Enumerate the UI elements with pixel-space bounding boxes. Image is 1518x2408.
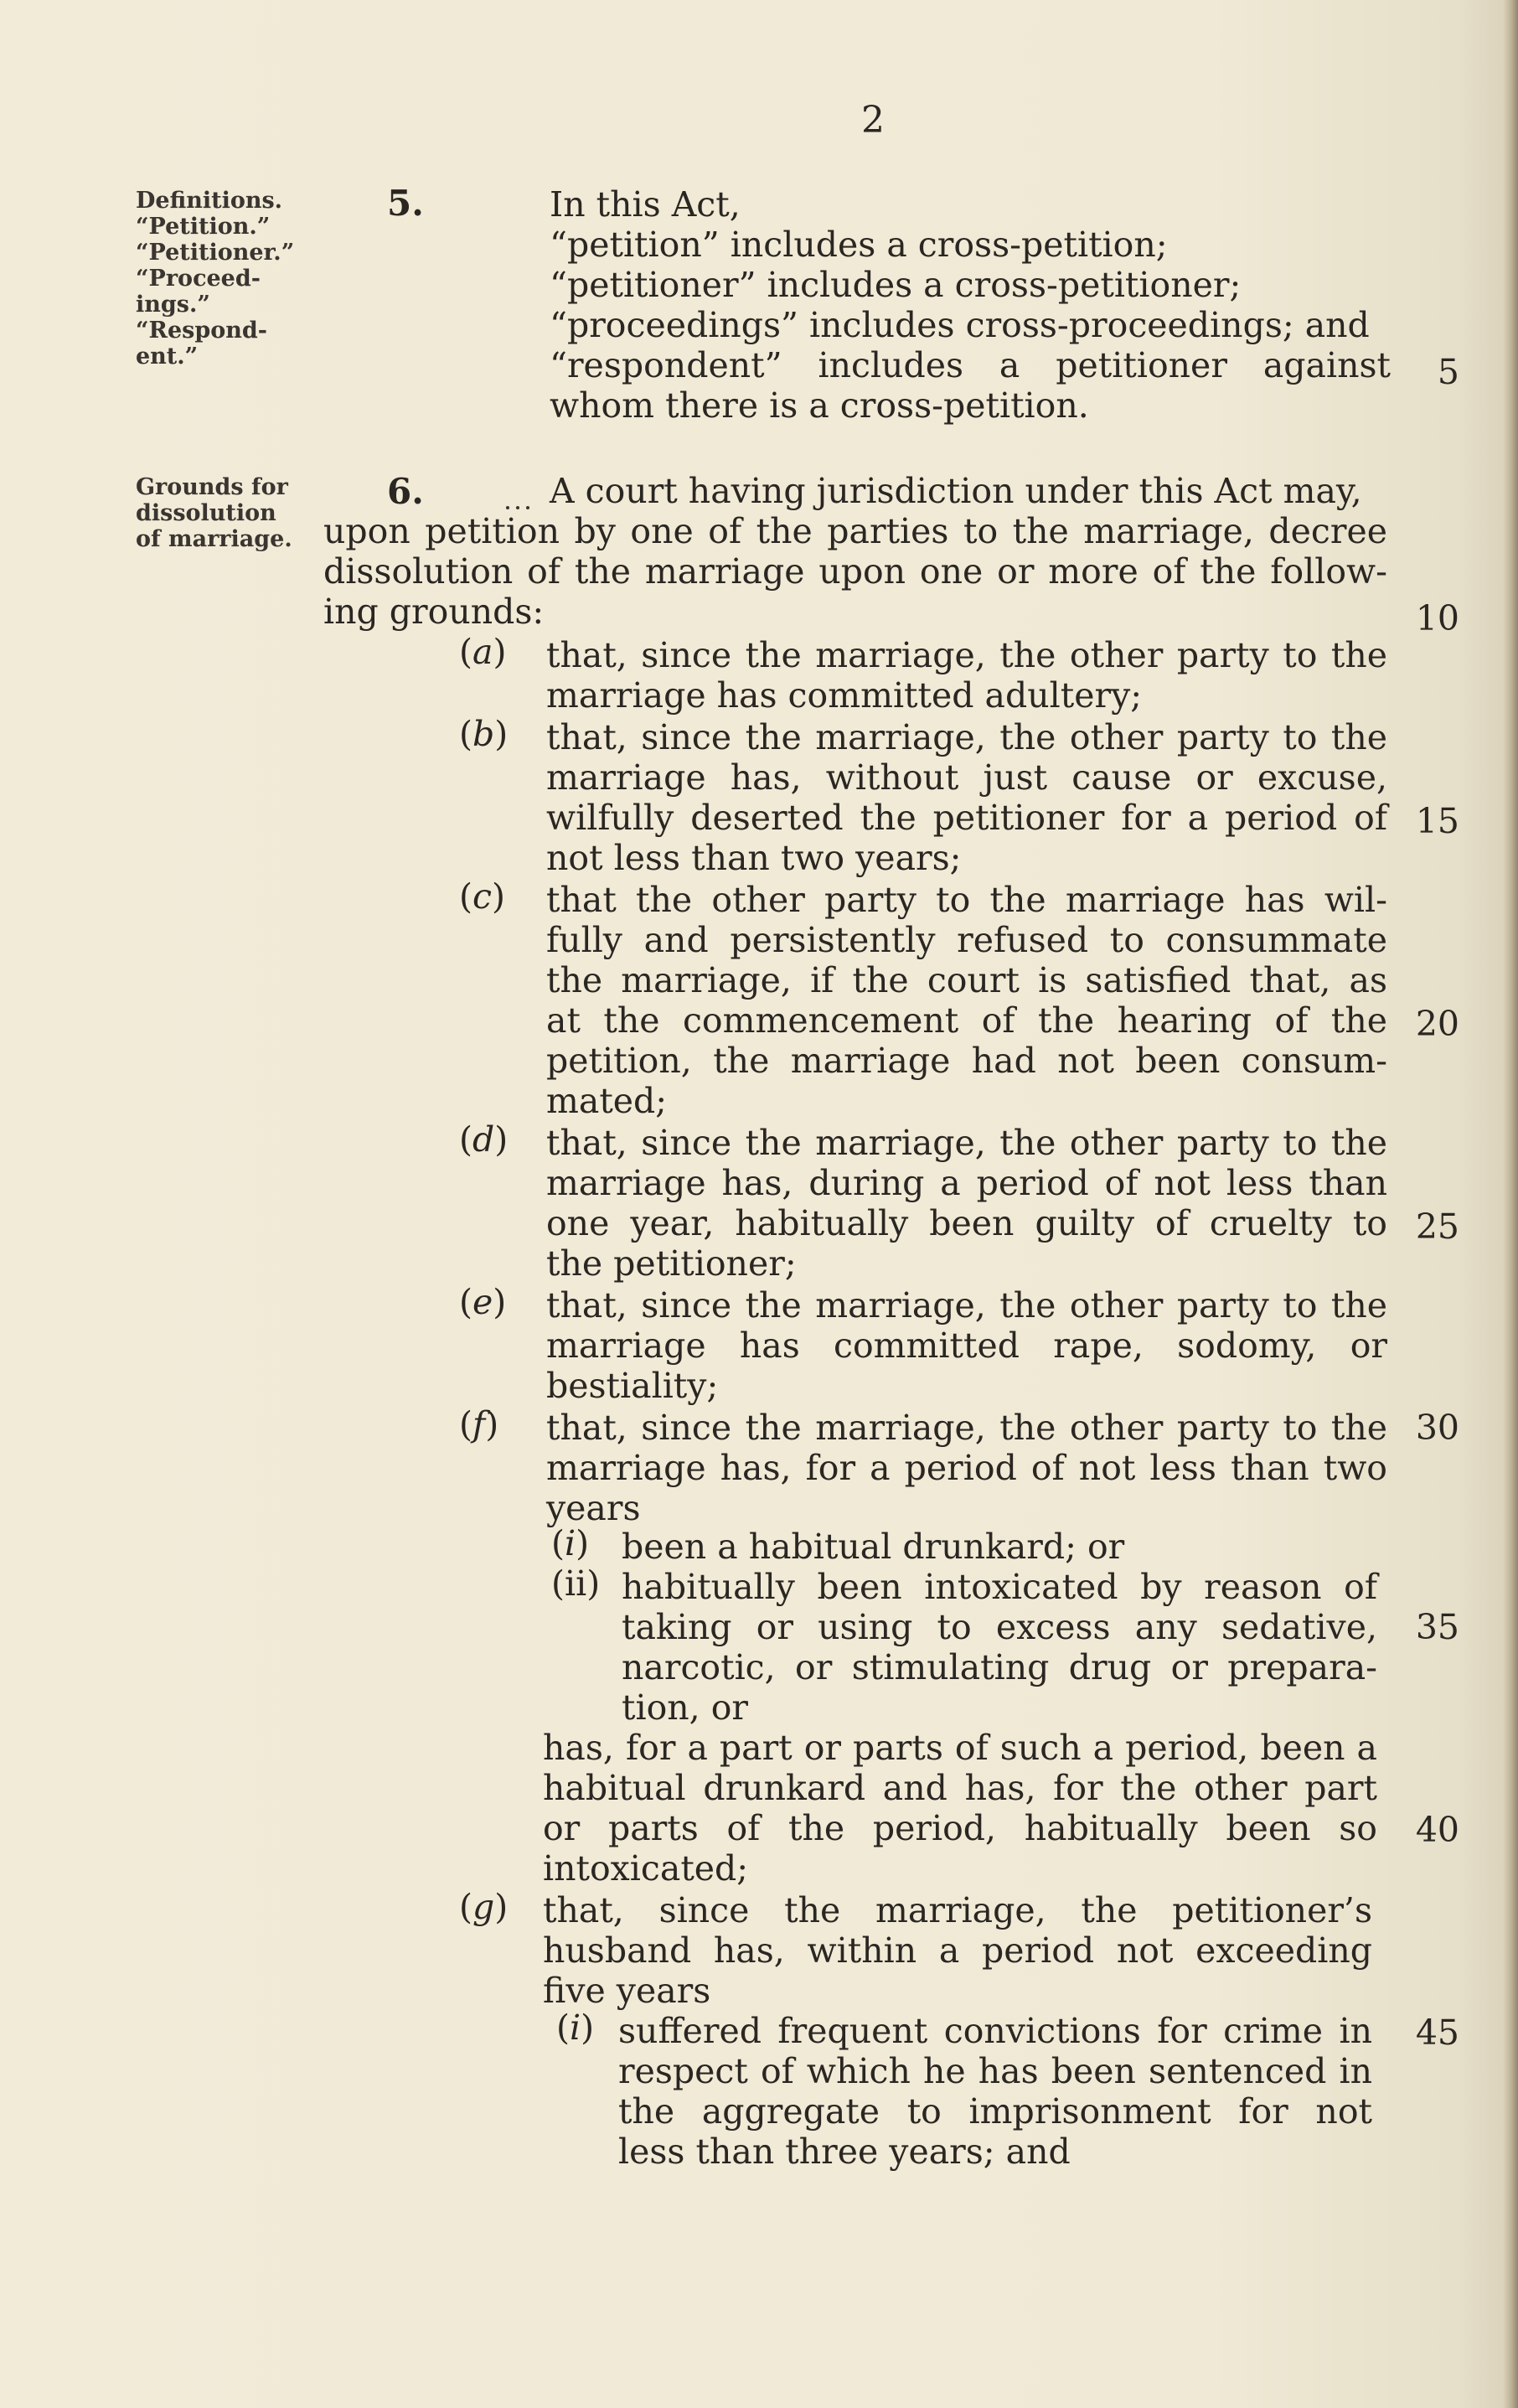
section-6-line: upon petition by one of the parties to the marriage, decree — [323, 511, 1387, 551]
paragraph-c-line: mated; — [546, 1081, 668, 1121]
paragraph-d-line: the petitioner; — [546, 1243, 797, 1284]
margin-note-line: ings.” — [136, 292, 210, 318]
section-5-line: In this Act, — [550, 184, 741, 225]
page-edge — [1503, 0, 1518, 2408]
subparagraph-f-ii-line: narcotic, or stimulating drug or prepara- — [622, 1647, 1377, 1687]
paragraph-e-line: that, since the marriage, the other party to the — [546, 1285, 1387, 1325]
paragraph-b-line: not less than two years; — [546, 838, 962, 878]
paragraph-label-a: (a) — [459, 632, 507, 672]
paragraph-e-line: bestiality; — [546, 1366, 719, 1406]
paragraph-f-line: years — [546, 1488, 641, 1528]
paragraph-f-tail-line: habitual drunkard and has, for the other part — [543, 1768, 1377, 1808]
subparagraph-g-i-line: suffered frequent convictions for crime in — [618, 2011, 1372, 2051]
margin-note-definitions — [136, 188, 294, 369]
subparagraph-label-f-i: (i) — [551, 1523, 590, 1563]
section-5-line: “petitioner” includes a cross-petitioner; — [550, 265, 1242, 305]
line-number: 15 — [1415, 801, 1459, 841]
section-5-line: whom there is a cross-petition. — [550, 385, 1089, 426]
paragraph-c-line: that the other party to the marriage has wil- — [546, 880, 1387, 920]
paragraph-f-line: marriage has, for a period of not less than two — [546, 1448, 1387, 1488]
decorative-dots — [516, 506, 519, 509]
paragraph-g-line: husband has, within a period not exceeding — [543, 1930, 1372, 1971]
section-6-number: 6. — [387, 471, 424, 512]
paragraph-e-line: marriage has committed rape, sodomy, or — [546, 1325, 1387, 1366]
paragraph-label-d: (d) — [459, 1119, 509, 1160]
section-5-line: “petition” includes a cross-petition; — [550, 225, 1168, 265]
paragraph-a-line: that, since the marriage, the other party to the — [546, 635, 1387, 675]
section-6-line: dissolution of the marriage upon one or more of the follow- — [323, 551, 1387, 592]
section-6-line: ing grounds: — [323, 592, 545, 632]
paragraph-c-line: petition, the marriage had not been consum- — [546, 1041, 1387, 1081]
line-number: 20 — [1415, 1004, 1459, 1044]
section-5-line: “proceedings” includes cross-proceedings; and — [550, 305, 1370, 345]
subparagraph-g-i-line: the aggregate to imprisonment for not — [618, 2091, 1372, 2132]
decorative-dots — [526, 506, 529, 509]
paragraph-d-line: one year, habitually been guilty of cruelty to — [546, 1203, 1387, 1243]
paragraph-f-tail-line: intoxicated; — [543, 1848, 749, 1889]
paragraph-c-line: fully and persistently refused to consummate — [546, 920, 1387, 960]
subparagraph-g-i-line: less than three years; and — [618, 2132, 1071, 2172]
paragraph-b-line: that, since the marriage, the other party to the — [546, 717, 1387, 757]
paragraph-a-line: marriage has committed adultery; — [546, 675, 1143, 716]
paragraph-d-line: marriage has, during a period of not less than — [546, 1163, 1387, 1203]
paragraph-label-c: (c) — [459, 876, 505, 917]
line-number: 45 — [1415, 2013, 1459, 2053]
section-6-line: A court having jurisdiction under this Act may, — [550, 471, 1362, 511]
paragraph-c-line: the marriage, if the court is satisfied that, as — [546, 960, 1387, 1000]
margin-note-line: dissolution — [136, 500, 276, 526]
paragraph-f-tail-line: has, for a part or parts of such a period, been a — [543, 1728, 1377, 1768]
page-number: 2 — [861, 99, 885, 142]
subparagraph-f-ii-line: taking or using to excess any sedative, — [622, 1607, 1377, 1647]
line-number: 5 — [1437, 352, 1459, 392]
paragraph-d-line: that, since the marriage, the other party to the — [546, 1123, 1387, 1163]
paragraph-f-line: that, since the marriage, the other party to the — [546, 1408, 1387, 1448]
section-5-number: 5. — [387, 183, 424, 224]
margin-note-grounds — [136, 474, 292, 552]
margin-note-line: “Petition.” — [136, 214, 271, 240]
margin-note-line: of marriage. — [136, 526, 292, 552]
line-number: 10 — [1415, 598, 1459, 638]
paragraph-g-line: five years — [543, 1971, 711, 2011]
subparagraph-label-f-ii: (ii) — [551, 1563, 601, 1604]
margin-note-line: “Petitioner.” — [136, 240, 295, 266]
paragraph-b-line: wilfully deserted the petitioner for a period of — [546, 798, 1387, 838]
paragraph-label-b: (b) — [459, 714, 509, 754]
margin-note-line: Grounds for — [136, 474, 288, 500]
margin-note-line: “Proceed- — [136, 266, 261, 292]
paragraph-b-line: marriage has, without just cause or excuse, — [546, 757, 1387, 798]
line-number: 30 — [1415, 1408, 1459, 1448]
line-number: 40 — [1415, 1810, 1459, 1850]
section-5-line: “respondent” includes a petitioner against — [550, 345, 1391, 385]
line-number: 35 — [1415, 1607, 1459, 1647]
subparagraph-label-g-i: (i) — [556, 2008, 595, 2048]
paragraph-c-line: at the commencement of the hearing of the — [546, 1000, 1387, 1041]
paragraph-label-e: (e) — [459, 1282, 507, 1322]
margin-note-line: Definitions. — [136, 188, 283, 214]
decorative-dots — [506, 506, 509, 509]
line-number: 25 — [1415, 1207, 1459, 1247]
paragraph-label-g: (g) — [459, 1887, 509, 1927]
margin-note-line: “Respond- — [136, 318, 267, 344]
subparagraph-f-ii-line: habitually been intoxicated by reason of — [622, 1567, 1377, 1607]
subparagraph-g-i-line: respect of which he has been sentenced in — [618, 2051, 1372, 2091]
subparagraph-f-i-line: been a habitual drunkard; or — [622, 1527, 1125, 1567]
paragraph-f-tail-line: or parts of the period, habitually been so — [543, 1808, 1377, 1848]
paragraph-g-line: that, since the marriage, the petitioner’s — [543, 1890, 1372, 1930]
subparagraph-f-ii-line: tion, or — [622, 1687, 749, 1728]
margin-note-line: ent.” — [136, 344, 199, 369]
paragraph-label-f: (f) — [459, 1404, 499, 1444]
